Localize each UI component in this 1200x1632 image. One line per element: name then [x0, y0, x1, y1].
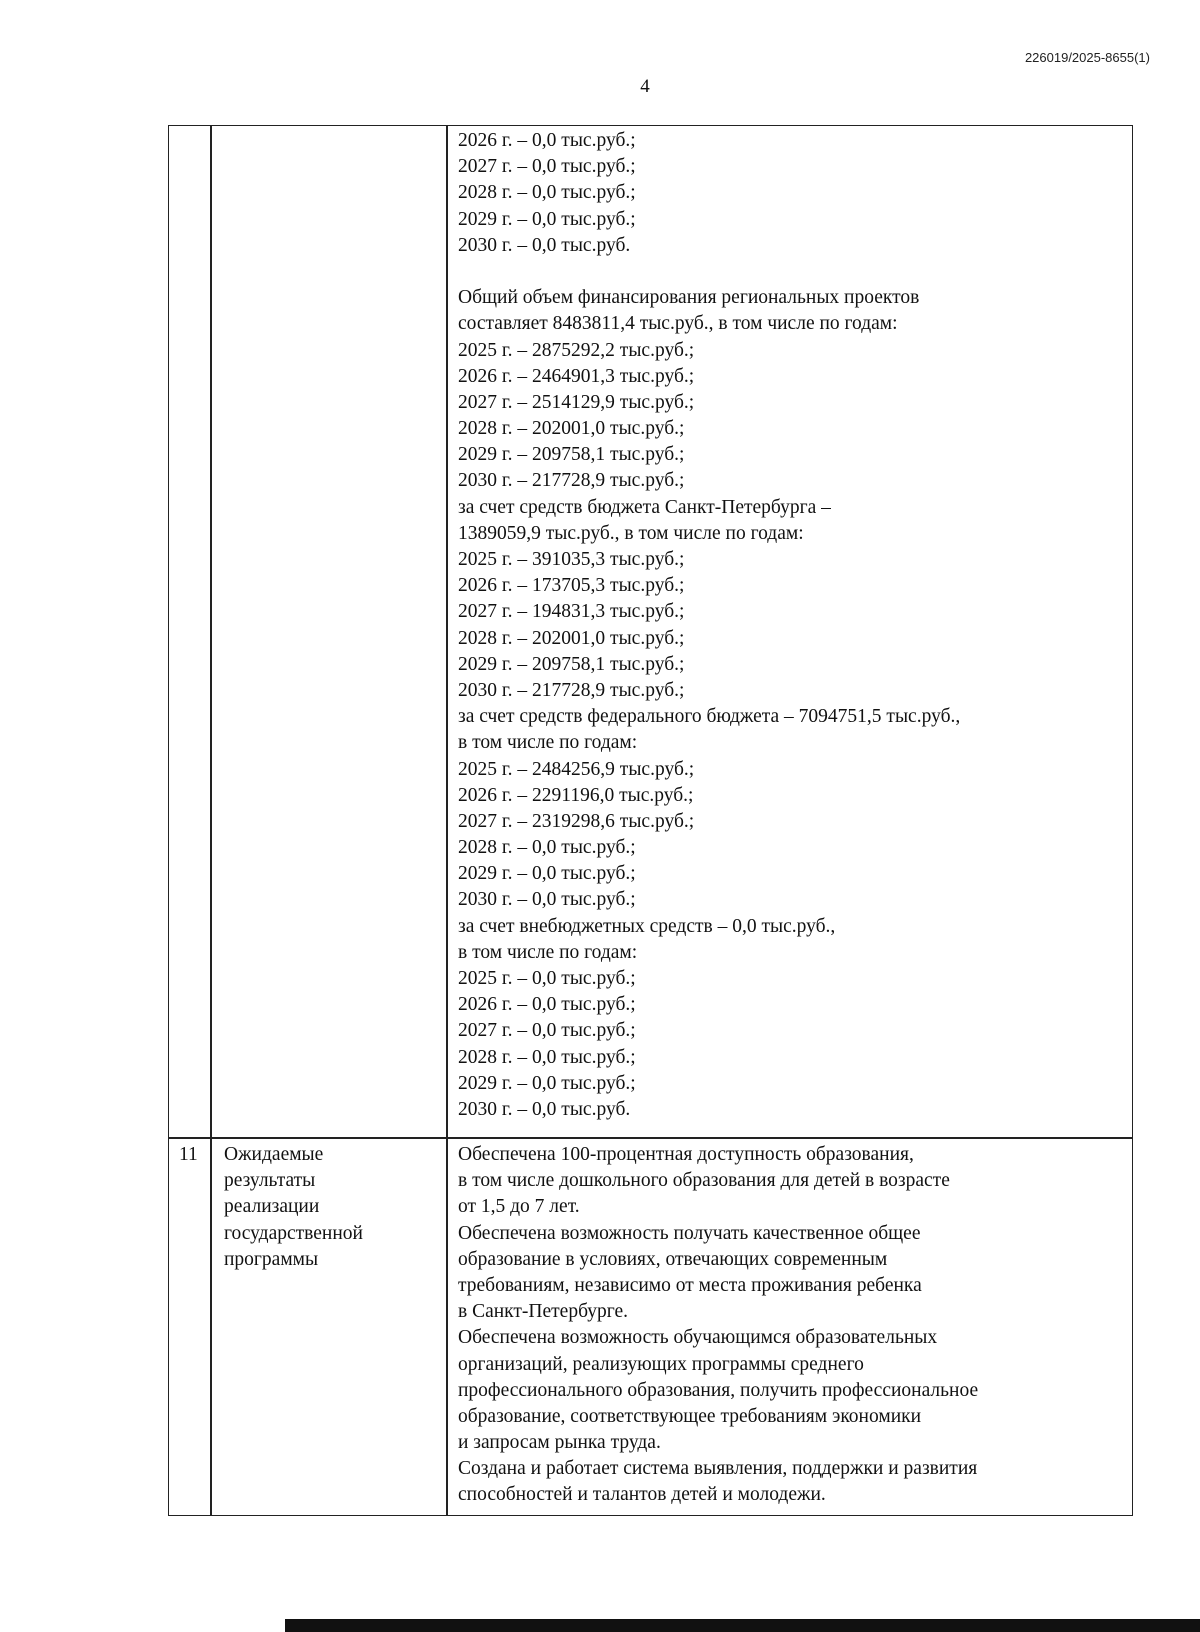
- text-line: результаты: [224, 1170, 316, 1192]
- text-line: Обеспечена 100-процентная доступность образования,: [458, 1144, 914, 1165]
- text-line: Создана и работает система выявления, поддержки и развития: [458, 1458, 978, 1480]
- text-line: 2028 г. – 0,0 тыс.руб.;: [458, 1046, 636, 1068]
- text-line: в том числе дошкольного образования для детей в возрасте: [458, 1170, 950, 1192]
- text-line: Обеспечена возможность обучающимся образовательных: [458, 1327, 938, 1349]
- text-line: 2025 г. – 2484256,9 тыс.руб.;: [458, 758, 695, 780]
- text-line: 2029 г. – 209758,1 тыс.руб.;: [458, 653, 685, 675]
- text-line: 2030 г. – 0,0 тыс.руб.: [458, 234, 631, 256]
- text-line: составляет 8483811,4 тыс.руб., в том числе по годам:: [458, 313, 898, 335]
- text-line: в том числе по годам:: [458, 941, 638, 963]
- scan-edge-bar: [285, 1619, 1200, 1632]
- financing-lines-part2: [458, 285, 960, 1123]
- text-line: 2030 г. – 217728,9 тыс.руб.;: [458, 679, 685, 701]
- text-line: 2027 г. – 2514129,9 тыс.руб.;: [458, 391, 695, 413]
- text-line: от 1,5 до 7 лет.: [458, 1196, 580, 1218]
- text-line: 2028 г. – 0,0 тыс.руб.;: [458, 182, 636, 204]
- financing-lines-part1: [458, 128, 960, 259]
- text-line: государственной: [224, 1222, 363, 1244]
- text-line: 2029 г. – 0,0 тыс.руб.;: [458, 1072, 636, 1094]
- text-line: в Санкт-Петербурге.: [458, 1301, 629, 1323]
- text-line: 2027 г. – 0,0 тыс.руб.;: [458, 156, 636, 178]
- text-line: Обеспечена возможность получать качественное общее: [458, 1222, 921, 1244]
- text-line: 2025 г. – 391035,3 тыс.руб.;: [458, 549, 685, 570]
- text-line: 2026 г. – 2464901,3 тыс.руб.;: [458, 365, 695, 387]
- text-line: способностей и талантов детей и молодежи.: [458, 1484, 826, 1506]
- text-line: 2027 г. – 2319298,6 тыс.руб.;: [458, 810, 695, 832]
- text-line: реализации: [224, 1196, 320, 1218]
- text-line: профессионального образования, получить профессиональное: [458, 1379, 979, 1401]
- text-line: организаций, реализующих программы среднего: [458, 1353, 864, 1375]
- row-divider: [169, 1137, 1132, 1139]
- text-line: за счет средств бюджета Санкт-Петербурга –: [458, 496, 831, 518]
- text-line: 2030 г. – 217728,9 тыс.руб.;: [458, 470, 685, 492]
- text-line: 2026 г. – 173705,3 тыс.руб.;: [458, 575, 685, 597]
- text-line: 2029 г. – 209758,1 тыс.руб.;: [458, 444, 685, 466]
- financing-content-cell: [458, 128, 960, 1123]
- column-divider-label: [446, 126, 448, 1515]
- text-line: 2027 г. – 0,0 тыс.руб.;: [458, 1020, 636, 1042]
- document-id: 226019/2025-8655(1): [1024, 50, 1150, 65]
- text-line: 2025 г. – 2875292,2 тыс.руб.;: [458, 339, 695, 361]
- text-line: требованиям, независимо от места проживания ребенка: [458, 1274, 922, 1296]
- paragraph-gap: [458, 259, 960, 285]
- text-line: 2030 г. – 0,0 тыс.руб.: [458, 1098, 631, 1120]
- text-line: 2026 г. – 2291196,0 тыс.руб.;: [458, 784, 694, 806]
- text-line: Общий объем финансирования региональных проектов: [458, 287, 920, 309]
- text-line: Ожидаемые: [224, 1144, 324, 1165]
- text-line: 2026 г. – 0,0 тыс.руб.;: [458, 994, 636, 1016]
- text-line: 2028 г. – 0,0 тыс.руб.;: [458, 837, 636, 859]
- page-number: 4: [640, 76, 650, 97]
- text-line: в том числе по годам:: [458, 732, 638, 754]
- text-line: и запросам рынка труда.: [458, 1432, 661, 1454]
- text-line: 2025 г. – 0,0 тыс.руб.;: [458, 968, 636, 989]
- text-line: за счет внебюджетных средств – 0,0 тыс.руб.,: [458, 915, 836, 937]
- text-line: 2029 г. – 0,0 тыс.руб.;: [458, 863, 636, 885]
- text-line: 2028 г. – 202001,0 тыс.руб.;: [458, 627, 685, 649]
- text-line: образование в условиях, отвечающих современным: [458, 1248, 888, 1270]
- text-line: 2026 г. – 0,0 тыс.руб.;: [458, 130, 636, 151]
- text-line: образование, соответствующее требованиям экономики: [458, 1405, 922, 1427]
- program-table: [168, 125, 1133, 1516]
- text-line: 1389059,9 тыс.руб., в том числе по годам:: [458, 522, 804, 544]
- text-line: за счет средств федерального бюджета – 7094751,5 тыс.руб.,: [458, 706, 961, 728]
- expected-results-cell: [458, 1142, 978, 1509]
- text-line: 2027 г. – 194831,3 тыс.руб.;: [458, 601, 685, 623]
- row-label-cell: [224, 1142, 363, 1273]
- text-line: программы: [224, 1248, 319, 1270]
- text-line: 2030 г. – 0,0 тыс.руб.;: [458, 889, 636, 911]
- text-line: 2028 г. – 202001,0 тыс.руб.;: [458, 418, 685, 440]
- row-number: 11: [179, 1144, 198, 1165]
- column-divider-number: [210, 126, 212, 1515]
- text-line: 2029 г. – 0,0 тыс.руб.;: [458, 208, 636, 230]
